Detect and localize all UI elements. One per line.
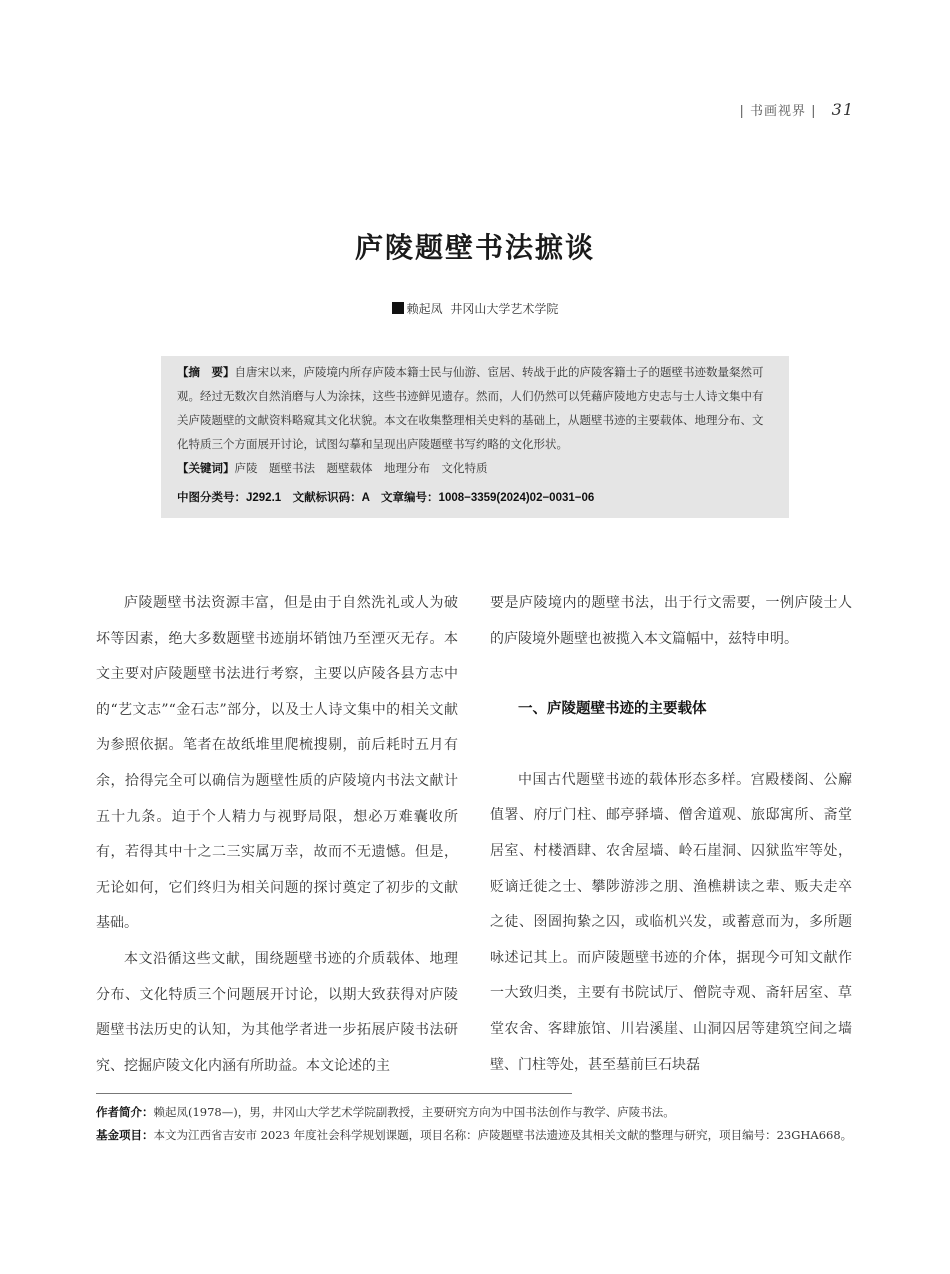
keywords <box>177 456 773 480</box>
paragraph: 要是庐陵境内的题壁书法，出于行文需要，一例庐陵士人的庐陵境外题壁也被揽入本文篇幅中，兹特申明。 <box>490 595 852 647</box>
body-column-right <box>490 586 852 1083</box>
paragraph: 庐陵题壁书法资源丰富，但是由于自然洗礼或人为破坏等因素，绝大多数题壁书迹崩坏销蚀乃至湮灭无存。本文主要对庐陵题壁书法进行考察，主要以庐陵各县方志中的“艺文志”“金石志”部分，以及士人诗文集中的相关文献为参照依据。笔者在故纸堆里爬梳搜剔，前后耗时五月有余，拾得完全可以确信为题壁性质的庐陵境内书法文献计五十九条。迫于个人精力与视野局限，想必万难囊收所有，若得其中十之二三实属万幸，故而不无遗憾。但是，无论如何，它们终归为相关问题的探讨奠定了初步的文献基础。 <box>96 595 458 932</box>
author-note <box>96 1101 856 1124</box>
author-affiliation: 井冈山大学艺术学院 <box>450 302 559 316</box>
abstract-box <box>161 356 789 518</box>
paragraph: 中国古代题壁书迹的载体形态多样。宫殿楼阁、公廨值署、府厅门柱、邮亭驿墙、僧舍道观、旅邸寓所、斋堂居室、村楼酒肆、农舍屋墙、岭石崖洞、囚狱监牢等处，贬谪迁徙之士、攀陟游涉之朋、渔樵耕读之辈、贩夫走卒之徒、囹圄拘絷之囚，或临机兴发，或蓄意而为，多所题咏述记其上。而庐陵题壁书迹的介体，据现今可知文献作一大致归类，主要有书院试厅、僧院寺观、斋轩居室、草堂农舍、客肆旅馆、川岩溪崖、山洞囚居等建筑空间之墙壁、门柱等处，甚至墓前巨石块磊 <box>490 771 852 1073</box>
body-column-left <box>96 586 458 1084</box>
author-note-label: 作者简介： <box>96 1107 154 1119</box>
black-square-icon <box>392 302 404 314</box>
keywords-label: 【关键词】 <box>177 461 235 475</box>
footnote-divider <box>96 1093 572 1094</box>
classification-line: 中图分类号：J292.1 文献标识码：A 文章编号：1008−3359(2024)02−0031−06 <box>177 492 595 504</box>
byline <box>0 300 950 317</box>
abstract-text: 自唐宋以来，庐陵境内所存庐陵本籍士民与仙游、宦居、转战于此的庐陵客籍士子的题壁书迹数量粲然可观。经过无数次自然消磨与人为涂抹，这些书迹鲜见遗存。然而，人们仍然可以凭藉庐陵地方史志与士人诗文集中有关庐陵题壁的文献资料略窥其文化状貌。本文在收集整理相关史料的基础上，从题壁书迹的主要载体、地理分布、文化特质三个方面展开讨论，试图勾摹和呈现出庐陵题壁书写约略的文化形状。 <box>177 365 764 451</box>
author-name: 赖起凤 <box>406 302 443 316</box>
running-header <box>739 100 854 119</box>
footnotes <box>96 1101 856 1147</box>
abstract-label: 【摘 要】 <box>177 365 235 379</box>
fund-note-label: 基金项目： <box>96 1130 154 1142</box>
keywords-text: 庐陵 题壁书法 题壁载体 地理分布 文化特质 <box>234 461 488 475</box>
section-heading: 一、庐陵题壁书迹的主要载体 <box>518 701 707 718</box>
article-title: 庐陵题壁书法摭谈 <box>354 231 595 264</box>
author-note-text: 赖起凤(1978—)，男，井冈山大学艺术学院副教授，主要研究方向为中国书法创作与教学、庐陵书法。 <box>153 1105 675 1119</box>
page-number: 31 <box>831 100 854 119</box>
fund-note-text: 本文为江西省吉安市 2023 年度社会科学规划课题，项目名称：庐陵题壁书法遗迹及其相关文献的整理与研究，项目编号：23GHA668。 <box>153 1128 853 1142</box>
fund-note <box>96 1124 856 1147</box>
journal-section: | 书画视界 | <box>739 104 817 119</box>
abstract <box>177 360 773 456</box>
paragraph: 本文沿循这些文献，围绕题壁书迹的介质载体、地理分布、文化特质三个问题展开讨论，以期大致获得对庐陵题壁书法历史的认知，为其他学者进一步拓展庐陵书法研究、挖掘庐陵文化内涵有所助益。本文论述的主 <box>96 950 458 1074</box>
